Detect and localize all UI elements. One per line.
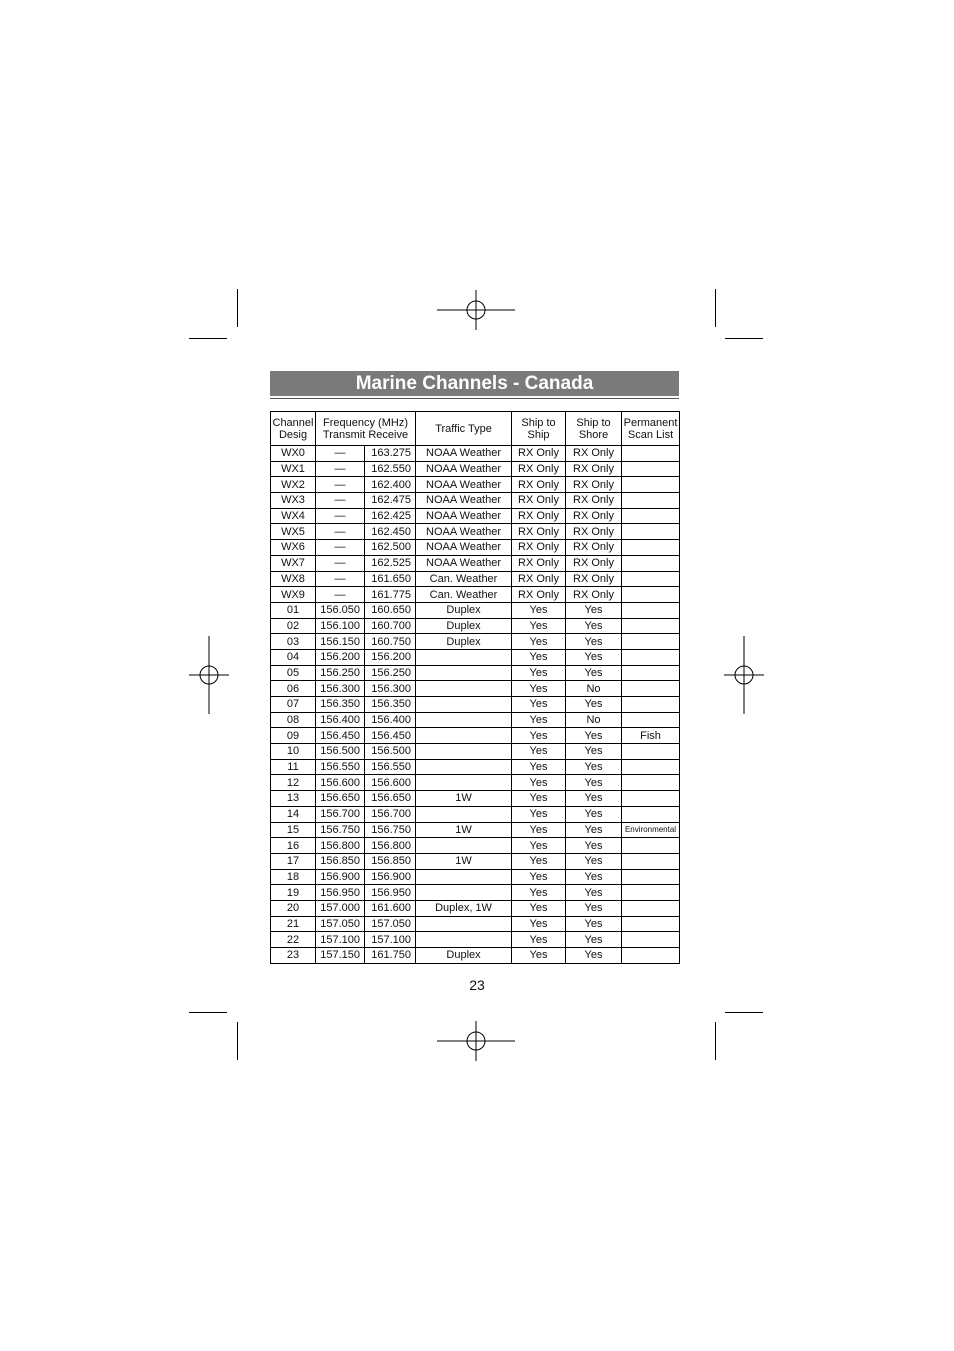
crop-mark (189, 338, 227, 339)
cell-ship-to-ship: Yes (512, 775, 566, 791)
crop-mark (715, 289, 716, 327)
cell-scan-list (622, 916, 680, 932)
cell-scan-list (622, 618, 680, 634)
cell-channel: WX0 (271, 446, 316, 462)
cell-traffic-type (416, 649, 512, 665)
cell-channel: 15 (271, 822, 316, 838)
table-row (271, 822, 680, 838)
cell-transmit: — (316, 587, 365, 603)
cell-channel: 23 (271, 948, 316, 964)
cell-scan-list (622, 900, 680, 916)
cell-transmit: — (316, 461, 365, 477)
cell-transmit: 156.450 (316, 728, 365, 744)
cell-transmit: 157.100 (316, 932, 365, 948)
registration-mark-bottom (437, 1021, 515, 1061)
cell-receive: 160.650 (365, 602, 416, 618)
cell-scan-list (622, 853, 680, 869)
cell-receive: 156.500 (365, 744, 416, 760)
table-row (271, 932, 680, 948)
cell-channel: 09 (271, 728, 316, 744)
cell-traffic-type (416, 775, 512, 791)
table-row (271, 744, 680, 760)
cell-scan-list (622, 446, 680, 462)
cell-transmit: 156.750 (316, 822, 365, 838)
cell-scan-list (622, 602, 680, 618)
cell-scan-list: Fish (622, 728, 680, 744)
table-row (271, 461, 680, 477)
table-row (271, 712, 680, 728)
cell-channel: 02 (271, 618, 316, 634)
table-row (271, 540, 680, 556)
cell-ship-to-shore: Yes (566, 634, 622, 650)
table-row (271, 555, 680, 571)
cell-ship-to-shore: RX Only (566, 540, 622, 556)
cell-ship-to-shore: RX Only (566, 493, 622, 509)
table-row (271, 477, 680, 493)
cell-transmit: 156.650 (316, 791, 365, 807)
cell-receive: 160.700 (365, 618, 416, 634)
cell-scan-list (622, 571, 680, 587)
cell-channel: 14 (271, 806, 316, 822)
cell-transmit: 156.600 (316, 775, 365, 791)
cell-receive: 161.600 (365, 900, 416, 916)
cell-ship-to-shore: Yes (566, 916, 622, 932)
cell-ship-to-ship: Yes (512, 948, 566, 964)
page-title: Marine Channels - Canada (270, 371, 679, 396)
cell-ship-to-shore: No (566, 712, 622, 728)
cell-ship-to-ship: Yes (512, 697, 566, 713)
cell-ship-to-shore: RX Only (566, 508, 622, 524)
cell-ship-to-ship: Yes (512, 932, 566, 948)
cell-channel: WX1 (271, 461, 316, 477)
cell-ship-to-shore: Yes (566, 649, 622, 665)
cell-scan-list (622, 540, 680, 556)
cell-transmit: — (316, 555, 365, 571)
cell-receive: 156.750 (365, 822, 416, 838)
cell-ship-to-ship: Yes (512, 822, 566, 838)
cell-ship-to-shore: RX Only (566, 446, 622, 462)
crop-mark (725, 338, 763, 339)
cell-receive: 157.050 (365, 916, 416, 932)
cell-ship-to-ship: Yes (512, 618, 566, 634)
cell-channel: 03 (271, 634, 316, 650)
cell-channel: 06 (271, 681, 316, 697)
cell-traffic-type: Duplex (416, 948, 512, 964)
cell-scan-list (622, 634, 680, 650)
cell-ship-to-ship: Yes (512, 681, 566, 697)
cell-channel: 01 (271, 602, 316, 618)
cell-transmit: — (316, 571, 365, 587)
title-underline (270, 398, 679, 399)
cell-receive: 162.475 (365, 493, 416, 509)
cell-traffic-type: Duplex, 1W (416, 900, 512, 916)
cell-transmit: — (316, 540, 365, 556)
cell-transmit: 156.100 (316, 618, 365, 634)
table-row (271, 493, 680, 509)
cell-ship-to-ship: RX Only (512, 555, 566, 571)
cell-receive: 156.900 (365, 869, 416, 885)
cell-channel: WX3 (271, 493, 316, 509)
table-header-row (271, 412, 680, 446)
cell-channel: 10 (271, 744, 316, 760)
cell-transmit: 156.350 (316, 697, 365, 713)
cell-traffic-type (416, 838, 512, 854)
cell-traffic-type: NOAA Weather (416, 508, 512, 524)
table-row (271, 446, 680, 462)
crop-mark (189, 1012, 227, 1013)
cell-scan-list (622, 885, 680, 901)
cell-ship-to-ship: RX Only (512, 587, 566, 603)
cell-ship-to-ship: Yes (512, 869, 566, 885)
table-row (271, 681, 680, 697)
cell-scan-list (622, 932, 680, 948)
cell-ship-to-shore: RX Only (566, 477, 622, 493)
cell-scan-list (622, 759, 680, 775)
cell-receive: 156.200 (365, 649, 416, 665)
cell-receive: 156.650 (365, 791, 416, 807)
cell-receive: 162.450 (365, 524, 416, 540)
cell-scan-list (622, 493, 680, 509)
cell-transmit: 157.050 (316, 916, 365, 932)
cell-ship-to-shore: Yes (566, 697, 622, 713)
cell-transmit: — (316, 493, 365, 509)
cell-channel: 04 (271, 649, 316, 665)
header-ship-to-ship: Ship to Ship (512, 412, 566, 446)
cell-scan-list (622, 665, 680, 681)
table-row (271, 587, 680, 603)
cell-ship-to-shore: Yes (566, 806, 622, 822)
cell-traffic-type: 1W (416, 791, 512, 807)
registration-mark-left (189, 636, 229, 714)
header-traffic-type: Traffic Type (416, 412, 512, 446)
cell-ship-to-shore: Yes (566, 838, 622, 854)
cell-ship-to-ship: RX Only (512, 493, 566, 509)
cell-ship-to-ship: Yes (512, 744, 566, 760)
cell-receive: 161.750 (365, 948, 416, 964)
registration-mark-right (724, 636, 764, 714)
cell-scan-list (622, 681, 680, 697)
cell-ship-to-ship: Yes (512, 665, 566, 681)
table-row (271, 948, 680, 964)
cell-ship-to-ship: Yes (512, 806, 566, 822)
cell-channel: 19 (271, 885, 316, 901)
cell-ship-to-shore: RX Only (566, 555, 622, 571)
cell-transmit: 156.800 (316, 838, 365, 854)
crop-mark (725, 1012, 763, 1013)
cell-traffic-type: NOAA Weather (416, 477, 512, 493)
cell-ship-to-shore: Yes (566, 853, 622, 869)
cell-channel: 11 (271, 759, 316, 775)
cell-transmit: 156.550 (316, 759, 365, 775)
cell-receive: 162.550 (365, 461, 416, 477)
cell-receive: 156.700 (365, 806, 416, 822)
cell-receive: 156.300 (365, 681, 416, 697)
cell-scan-list (622, 744, 680, 760)
cell-channel: 05 (271, 665, 316, 681)
cell-scan-list (622, 555, 680, 571)
cell-transmit: 156.500 (316, 744, 365, 760)
cell-receive: 156.350 (365, 697, 416, 713)
cell-transmit: — (316, 477, 365, 493)
cell-ship-to-ship: Yes (512, 916, 566, 932)
cell-receive: 162.525 (365, 555, 416, 571)
crop-mark (237, 289, 238, 327)
cell-channel: 17 (271, 853, 316, 869)
cell-traffic-type (416, 665, 512, 681)
cell-receive: 162.500 (365, 540, 416, 556)
table-row (271, 618, 680, 634)
cell-scan-list (622, 948, 680, 964)
table-body (271, 446, 680, 964)
cell-transmit: — (316, 524, 365, 540)
cell-transmit: 156.050 (316, 602, 365, 618)
cell-ship-to-ship: Yes (512, 853, 566, 869)
cell-ship-to-shore: RX Only (566, 587, 622, 603)
cell-traffic-type (416, 744, 512, 760)
cell-traffic-type (416, 932, 512, 948)
cell-scan-list (622, 791, 680, 807)
cell-channel: 12 (271, 775, 316, 791)
cell-traffic-type: Duplex (416, 634, 512, 650)
cell-channel: WX8 (271, 571, 316, 587)
cell-channel: WX2 (271, 477, 316, 493)
crop-mark (715, 1022, 716, 1060)
cell-ship-to-shore: RX Only (566, 571, 622, 587)
table-row (271, 900, 680, 916)
header-ship-to-shore: Ship to Shore (566, 412, 622, 446)
cell-channel: 22 (271, 932, 316, 948)
table-row (271, 916, 680, 932)
cell-traffic-type: NOAA Weather (416, 446, 512, 462)
header-permanent-scan-list: Permanent Scan List (622, 412, 680, 446)
cell-ship-to-ship: Yes (512, 838, 566, 854)
cell-channel: 16 (271, 838, 316, 854)
table-row (271, 838, 680, 854)
cell-transmit: 156.400 (316, 712, 365, 728)
cell-scan-list (622, 869, 680, 885)
cell-ship-to-ship: RX Only (512, 524, 566, 540)
cell-receive: 157.100 (365, 932, 416, 948)
table-row (271, 634, 680, 650)
cell-traffic-type: NOAA Weather (416, 524, 512, 540)
cell-ship-to-shore: Yes (566, 869, 622, 885)
cell-receive: 161.775 (365, 587, 416, 603)
cell-receive: 156.250 (365, 665, 416, 681)
cell-ship-to-ship: RX Only (512, 446, 566, 462)
cell-ship-to-ship: RX Only (512, 540, 566, 556)
cell-transmit: 157.150 (316, 948, 365, 964)
cell-transmit: 156.950 (316, 885, 365, 901)
cell-scan-list (622, 508, 680, 524)
table-row (271, 665, 680, 681)
header-channel-desig: Channel Desig (271, 412, 316, 446)
cell-transmit: 156.700 (316, 806, 365, 822)
cell-ship-to-shore: Yes (566, 618, 622, 634)
cell-traffic-type (416, 728, 512, 744)
cell-channel: WX4 (271, 508, 316, 524)
cell-ship-to-ship: Yes (512, 885, 566, 901)
cell-ship-to-ship: Yes (512, 791, 566, 807)
cell-ship-to-shore: No (566, 681, 622, 697)
table-row (271, 775, 680, 791)
cell-traffic-type (416, 916, 512, 932)
cell-ship-to-shore: Yes (566, 900, 622, 916)
cell-channel: 18 (271, 869, 316, 885)
cell-scan-list (622, 775, 680, 791)
page-number: 23 (469, 977, 485, 993)
cell-traffic-type: NOAA Weather (416, 540, 512, 556)
cell-traffic-type (416, 885, 512, 901)
cell-receive: 156.450 (365, 728, 416, 744)
table-row (271, 697, 680, 713)
cell-traffic-type (416, 697, 512, 713)
cell-ship-to-shore: Yes (566, 775, 622, 791)
cell-ship-to-shore: Yes (566, 791, 622, 807)
cell-receive: 156.550 (365, 759, 416, 775)
cell-traffic-type: 1W (416, 822, 512, 838)
cell-receive: 161.650 (365, 571, 416, 587)
cell-ship-to-shore: Yes (566, 932, 622, 948)
cell-traffic-type: Duplex (416, 618, 512, 634)
cell-channel: 20 (271, 900, 316, 916)
cell-traffic-type: Duplex (416, 602, 512, 618)
cell-scan-list (622, 712, 680, 728)
cell-transmit: 156.200 (316, 649, 365, 665)
table-row (271, 602, 680, 618)
cell-traffic-type: Can. Weather (416, 571, 512, 587)
cell-receive: 156.400 (365, 712, 416, 728)
header-frequency: Frequency (MHz) Transmit Receive (316, 412, 416, 446)
cell-scan-list (622, 524, 680, 540)
cell-ship-to-ship: Yes (512, 602, 566, 618)
cell-ship-to-ship: Yes (512, 900, 566, 916)
cell-ship-to-ship: Yes (512, 728, 566, 744)
cell-ship-to-shore: RX Only (566, 461, 622, 477)
cell-scan-list (622, 461, 680, 477)
cell-receive: 156.850 (365, 853, 416, 869)
cell-traffic-type: NOAA Weather (416, 493, 512, 509)
cell-traffic-type: NOAA Weather (416, 461, 512, 477)
cell-traffic-type: 1W (416, 853, 512, 869)
cell-transmit: 156.150 (316, 634, 365, 650)
cell-transmit: — (316, 508, 365, 524)
cell-channel: WX6 (271, 540, 316, 556)
cell-ship-to-ship: Yes (512, 712, 566, 728)
cell-ship-to-shore: Yes (566, 822, 622, 838)
cell-ship-to-ship: RX Only (512, 571, 566, 587)
table-row (271, 853, 680, 869)
cell-transmit: 156.900 (316, 869, 365, 885)
cell-ship-to-shore: Yes (566, 759, 622, 775)
registration-mark-top (437, 290, 515, 330)
cell-receive: 156.950 (365, 885, 416, 901)
cell-scan-list (622, 587, 680, 603)
cell-channel: 08 (271, 712, 316, 728)
cell-scan-list (622, 477, 680, 493)
table-row (271, 524, 680, 540)
cell-channel: 07 (271, 697, 316, 713)
cell-receive: 163.275 (365, 446, 416, 462)
cell-traffic-type (416, 712, 512, 728)
cell-ship-to-ship: Yes (512, 634, 566, 650)
cell-scan-list: Environmental (622, 822, 680, 838)
cell-ship-to-shore: Yes (566, 602, 622, 618)
cell-receive: 160.750 (365, 634, 416, 650)
cell-transmit: 156.850 (316, 853, 365, 869)
cell-traffic-type (416, 681, 512, 697)
cell-ship-to-ship: Yes (512, 649, 566, 665)
table-row (271, 791, 680, 807)
cell-receive: 162.425 (365, 508, 416, 524)
crop-mark (237, 1022, 238, 1060)
cell-ship-to-shore: Yes (566, 885, 622, 901)
cell-ship-to-ship: RX Only (512, 477, 566, 493)
cell-traffic-type (416, 759, 512, 775)
cell-receive: 156.600 (365, 775, 416, 791)
cell-transmit: — (316, 446, 365, 462)
cell-transmit: 156.300 (316, 681, 365, 697)
cell-receive: 162.400 (365, 477, 416, 493)
table-row (271, 759, 680, 775)
cell-channel: WX7 (271, 555, 316, 571)
cell-scan-list (622, 649, 680, 665)
cell-ship-to-shore: RX Only (566, 524, 622, 540)
cell-scan-list (622, 697, 680, 713)
cell-channel: WX5 (271, 524, 316, 540)
cell-receive: 156.800 (365, 838, 416, 854)
cell-ship-to-ship: RX Only (512, 461, 566, 477)
cell-scan-list (622, 806, 680, 822)
cell-ship-to-shore: Yes (566, 665, 622, 681)
cell-traffic-type (416, 806, 512, 822)
cell-ship-to-shore: Yes (566, 744, 622, 760)
marine-channels-table (270, 411, 680, 964)
table-row (271, 885, 680, 901)
cell-channel: 21 (271, 916, 316, 932)
cell-transmit: 156.250 (316, 665, 365, 681)
cell-traffic-type (416, 869, 512, 885)
cell-transmit: 157.000 (316, 900, 365, 916)
table-row (271, 571, 680, 587)
cell-ship-to-ship: RX Only (512, 508, 566, 524)
table-row (271, 649, 680, 665)
cell-channel: WX9 (271, 587, 316, 603)
cell-channel: 13 (271, 791, 316, 807)
cell-ship-to-shore: Yes (566, 948, 622, 964)
cell-traffic-type: NOAA Weather (416, 555, 512, 571)
table-row (271, 508, 680, 524)
table-row (271, 806, 680, 822)
cell-traffic-type: Can. Weather (416, 587, 512, 603)
table-row (271, 728, 680, 744)
table-row (271, 869, 680, 885)
cell-scan-list (622, 838, 680, 854)
cell-ship-to-ship: Yes (512, 759, 566, 775)
cell-ship-to-shore: Yes (566, 728, 622, 744)
